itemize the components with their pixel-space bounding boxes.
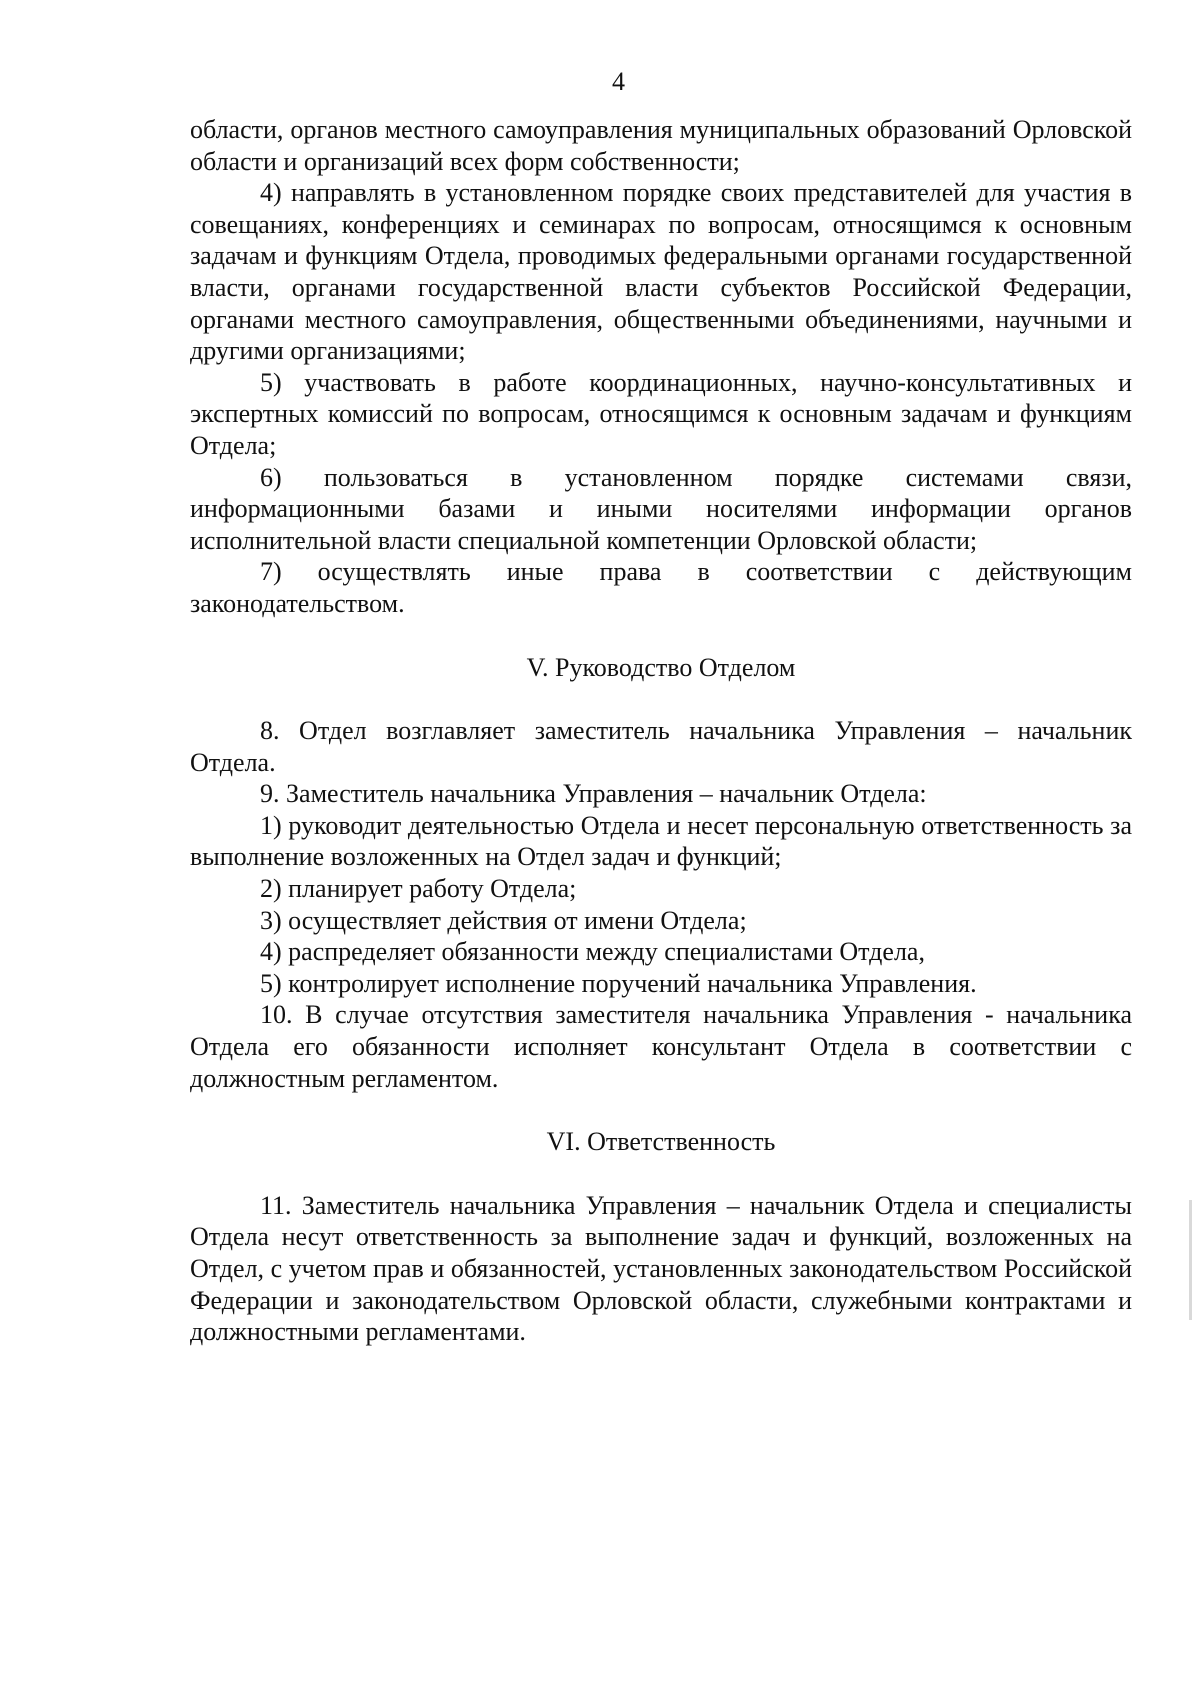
- spacer: [190, 1094, 1132, 1126]
- paragraph-item-6: 6) пользоваться в установленном порядке системами связи, информационными базами и иными носителями информации органов исполнительной власти специальной компетенции Орловской области;: [190, 462, 1132, 555]
- paragraph-9-item-1: 1) руководит деятельностью Отдела и несет персональную ответственность за выполнение возложенных на Отдел задач и функций;: [190, 810, 1132, 872]
- paragraph-9-item-3: 3) осуществляет действия от имени Отдела;: [260, 905, 747, 935]
- paragraph-item-5: 5) участвовать в работе координационных, научно-консультативных и экспертных комиссий по вопросам, относящимся к основным задачам и функциям Отдела;: [190, 367, 1132, 460]
- section-heading-vi: VI. Ответственность: [546, 1127, 776, 1157]
- paragraph-item-4: 4) направлять в установленном порядке своих представителей для участия в совещаниях, конференциях и семинарах по вопросам, относящимся к основным задачам и функциям Отдела, проводимых федеральными органами государственной власти, органами государственной власти субъектов Российской Федерации, органами местного самоуправления, общественными объединениями, научными и другими организациями;: [190, 178, 1132, 366]
- paragraph-9-item-5: 5) контролирует исполнение поручений начальника Управления.: [260, 968, 977, 998]
- scan-edge-mark: [1189, 1200, 1192, 1320]
- paragraph-8: 8. Отдел возглавляет заместитель начальника Управления – начальник Отдела.: [190, 716, 1132, 777]
- paragraph-9-item-2: 2) планирует работу Отдела;: [260, 874, 577, 904]
- paragraph-9-item-4: 4) распределяет обязанности между специалистами Отдела,: [260, 937, 925, 967]
- paragraph-9: 9. Заместитель начальника Управления – начальник Отдела:: [260, 779, 927, 809]
- paragraph-continuation: области, органов местного самоуправления муниципальных образований Орловской области и организаций всех форм собственности;: [190, 115, 1132, 176]
- paragraph-10: 10. В случае отсутствия заместителя начальника Управления - начальника Отдела его обязанности исполняет консультант Отдела в соответствии с должностным регламентом.: [190, 1000, 1132, 1093]
- spacer: [190, 620, 1132, 652]
- page-number: 4: [612, 67, 625, 96]
- document-body: [190, 114, 1132, 1348]
- paragraph-item-7: 7) осуществлять иные права в соответствии с действующим законодательством.: [190, 557, 1132, 618]
- spacer: [190, 683, 1132, 715]
- paragraph-11: 11. Заместитель начальника Управления – начальник Отдела и специалисты Отдела несут ответственность за выполнение задач и функций, возложенных на Отдел, с учетом прав и обязанностей, установленных законодательством Российской Федерации и законодательством Орловской области, служебными контрактами и должностными регламентами.: [190, 1190, 1132, 1347]
- spacer: [190, 1158, 1132, 1190]
- section-heading-v: V. Руководство Отделом: [526, 652, 796, 682]
